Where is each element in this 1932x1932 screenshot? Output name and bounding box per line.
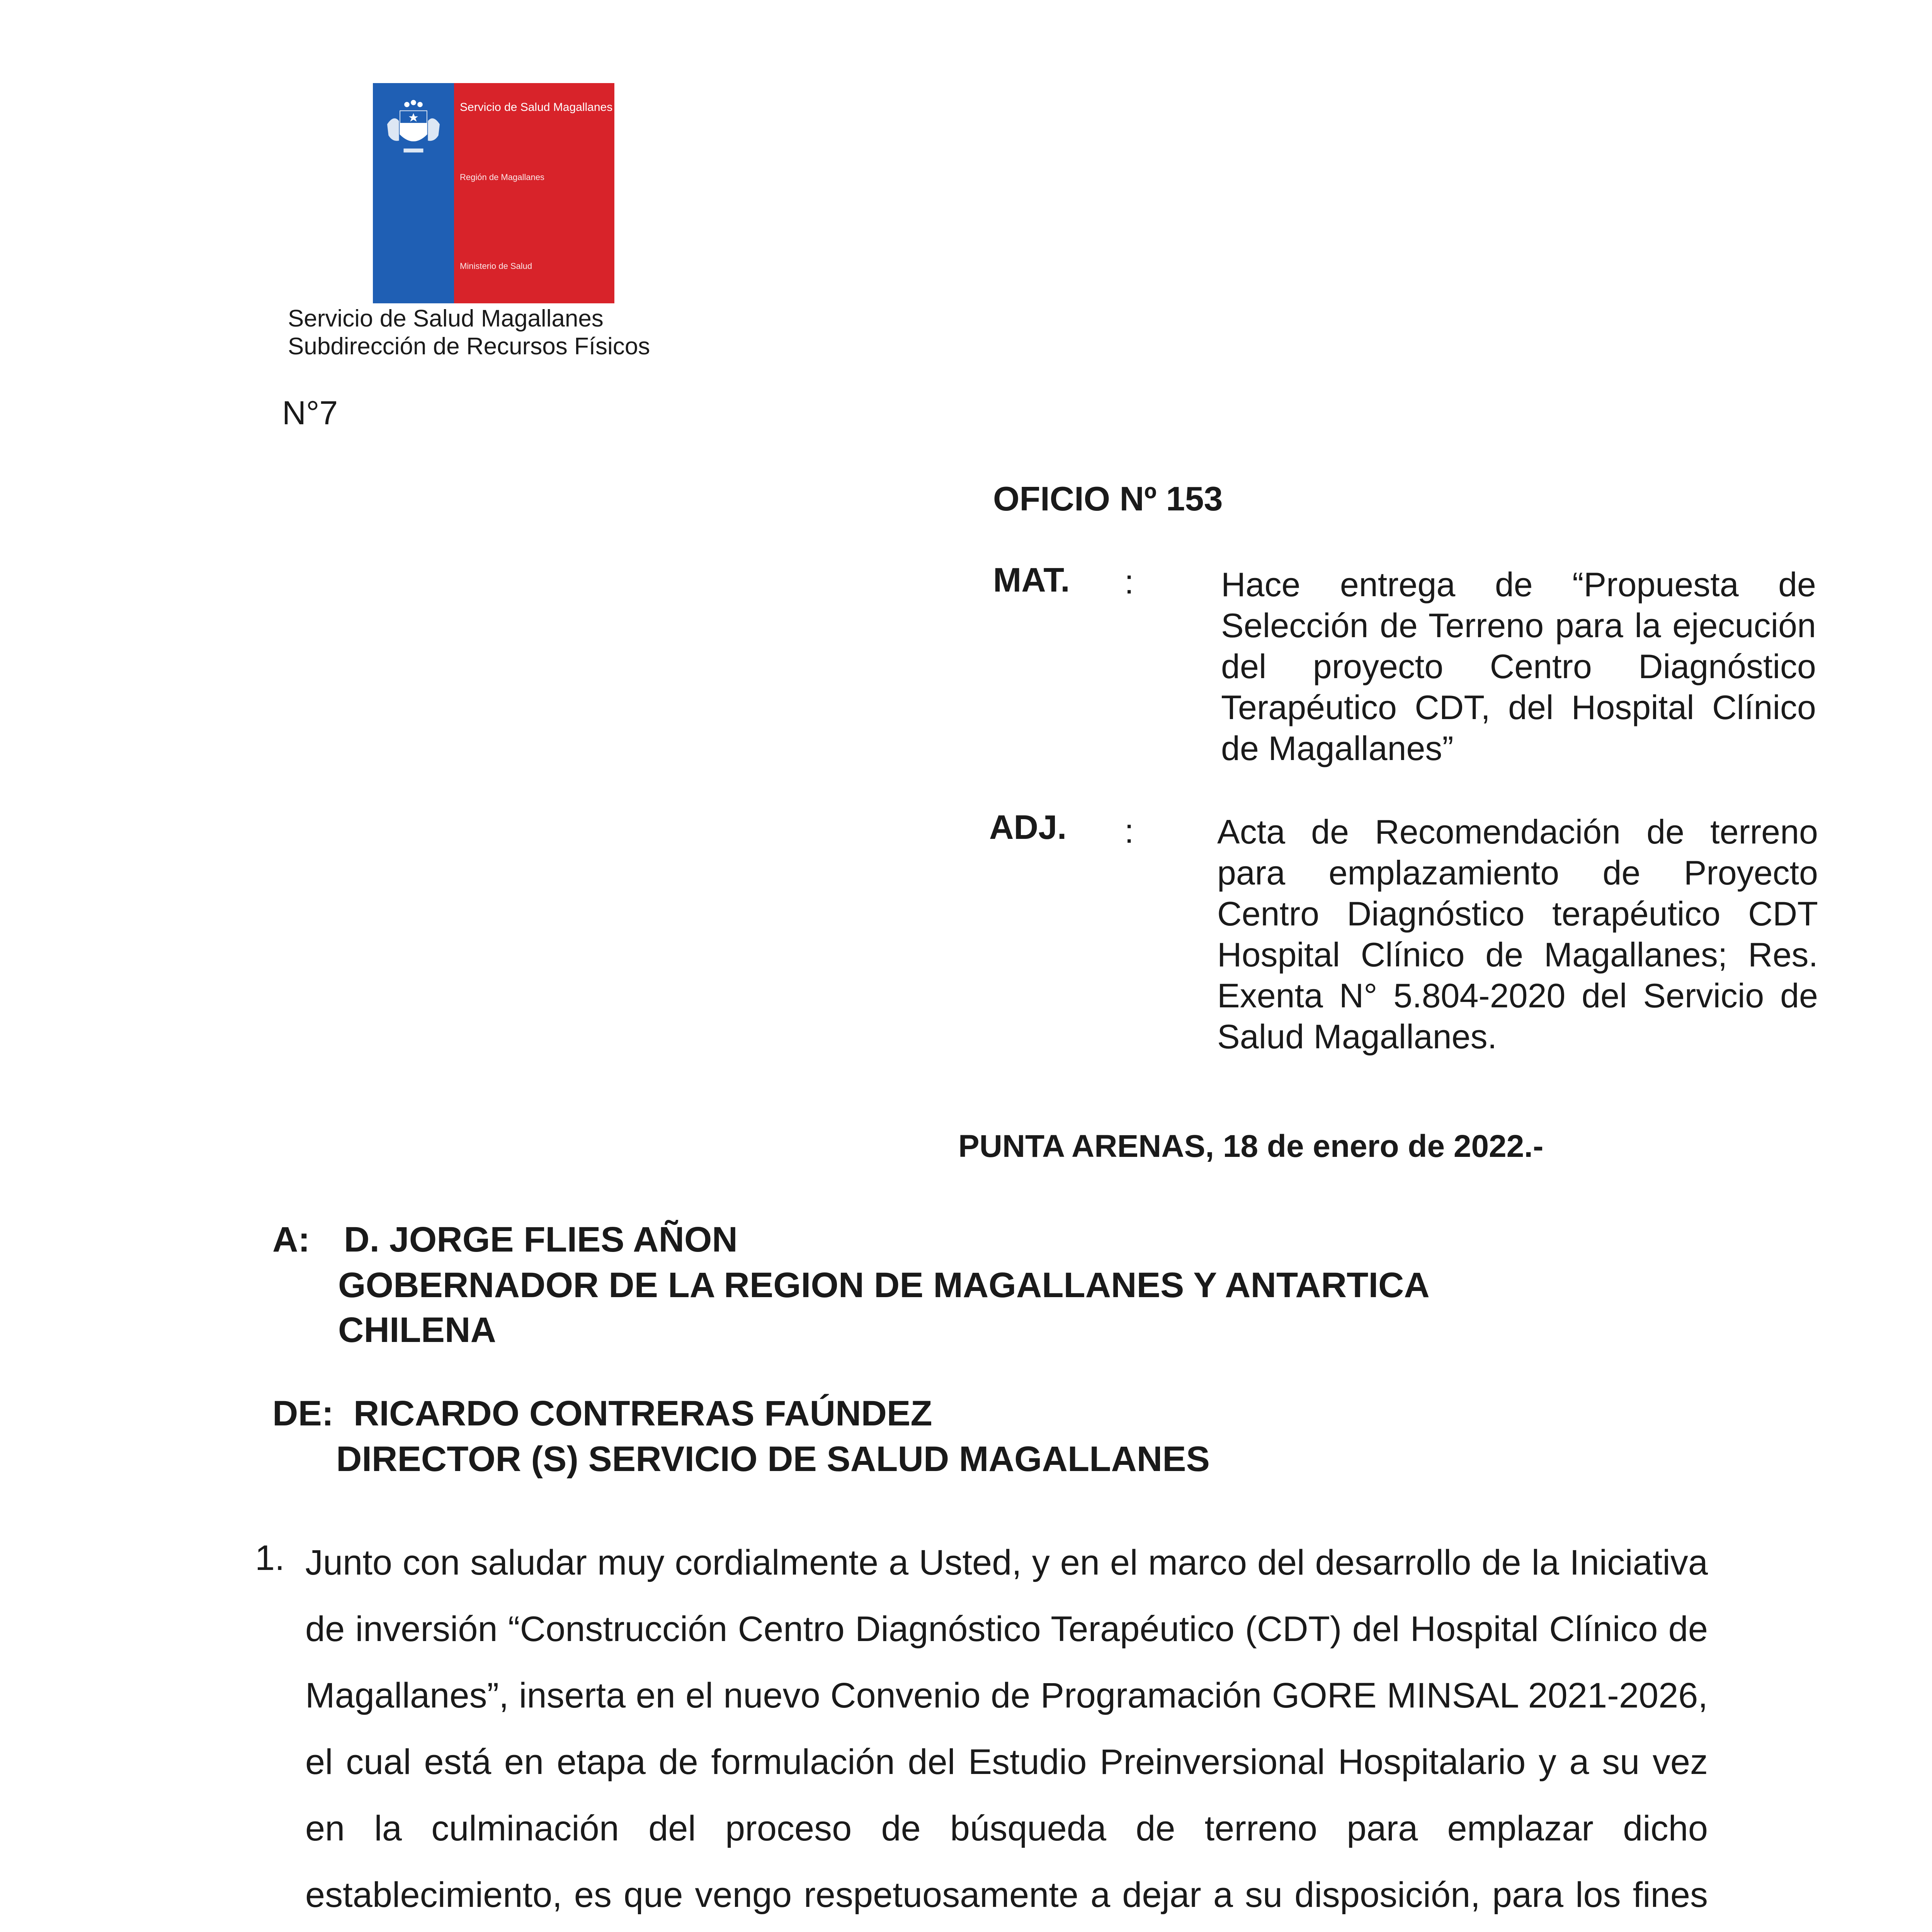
chile-coat-of-arms-icon (381, 95, 446, 160)
mat-colon: : (1124, 563, 1134, 601)
addressee-name: D. JORGE FLIES AÑON (344, 1220, 738, 1259)
logo-text-org: Servicio de Salud Magallanes (460, 101, 613, 114)
mat-label: MAT. (993, 561, 1070, 599)
paragraph-number: 1. (255, 1538, 285, 1578)
doc-number: N°7 (282, 395, 338, 432)
adj-colon: : (1124, 812, 1134, 850)
institution-logo (373, 83, 614, 303)
logo-text-ministry: Ministerio de Salud (460, 261, 532, 271)
adj-label: ADJ. (989, 808, 1067, 846)
addressee-title: GOBERNADOR DE LA REGION DE MAGALLANES Y ANTARTICA CHILENA (338, 1265, 1429, 1350)
addressee-label: A: (272, 1220, 310, 1259)
department-name: Subdirección de Recursos Físicos (288, 333, 650, 360)
adj-text: Acta de Recomendación de terreno para emplazamiento de Proyecto Centro Diagnóstico terapéutico CDT Hospital Clínico de Magallanes; Res. Exenta N° 5.804-2020 del Servicio de Salud Magallanes. (1217, 813, 1818, 1056)
logo-text-region: Región de Magallanes (460, 172, 544, 182)
oficio-number: OFICIO Nº 153 (993, 480, 1223, 518)
org-name: Servicio de Salud Magallanes (288, 305, 604, 332)
sender-title: DIRECTOR (S) SERVICIO DE SALUD MAGALLANES (336, 1439, 1210, 1479)
paragraph-text: Junto con saludar muy cordialmente a Usted, y en el marco del desarrollo de la Iniciativa de inversión “Construcción Centro Diagnóstico Terapéutico (CDT) del Hospital Clínico de Magallanes”, inserta en el nuevo Convenio de Programación GORE MINSAL 2021-2026, el cual está en etapa de formulación del Estudio Preinversional Hospitalario y a su vez en la culminación del proceso de búsqueda de terreno para emplazar dicho establecimiento, es que vengo respetuosamente a dejar a su disposición, para los fines (305, 1543, 1708, 1915)
sender-label: DE: (272, 1394, 334, 1433)
mat-text: Hace entrega de “Propuesta de Selección de Terreno para la ejecución del proyecto Centro Diagnóstico Terapéutico CDT, del Hospital Clínico de Magallanes” (1221, 565, 1816, 767)
date-line: PUNTA ARENAS, 18 de enero de 2022.- (958, 1129, 1544, 1164)
sender-name: RICARDO CONTRERAS FAÚNDEZ (354, 1394, 932, 1433)
